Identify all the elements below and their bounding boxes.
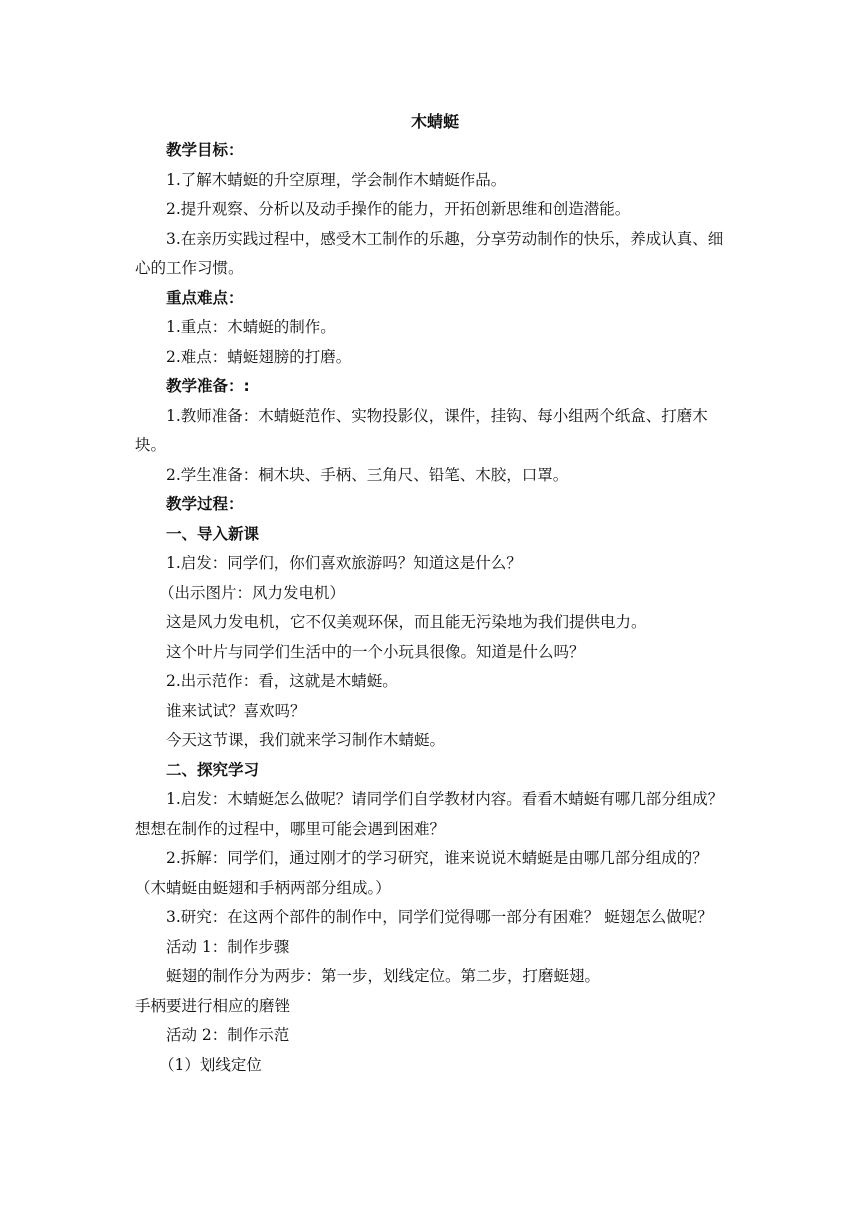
part2-paragraph-5: 蜓翅的制作分为两步：第一步，划线定位。第二步，打磨蜓翅。 xyxy=(166,967,601,985)
part1-paragraph-5: 2.出示范作：看，这就是木蜻蜓。 xyxy=(166,672,398,690)
part2-paragraph-7: 活动 2：制作示范 xyxy=(166,1026,290,1044)
document-body xyxy=(135,108,735,1080)
preparation-teacher: 1.教师准备：木蜻蜓范作、实物投影仪，课件，挂钩、每小组两个纸盒、打磨木块。 xyxy=(135,406,708,454)
part2-heading: 二、探究学习 xyxy=(166,760,260,779)
part1-paragraph-7: 今天这节课，我们就来学习制作木蜻蜓。 xyxy=(166,731,446,749)
part1-paragraph-4: 这个叶片与同学们生活中的一个小玩具很像。知道是什么吗？ xyxy=(166,642,585,661)
goal-item-1: 1.了解木蜻蜓的升空原理，学会制作木蜻蜓作品。 xyxy=(166,170,507,189)
preparation-student: 2.学生准备：桐木块、手柄、三角尺、铅笔、木胶，口罩。 xyxy=(166,465,569,484)
part1-paragraph-6: 谁来试试？喜欢吗？ xyxy=(166,701,306,720)
part2-paragraph-4: 活动 1：制作步骤 xyxy=(166,937,290,956)
part2-paragraph-1: 1.启发：木蜻蜓怎么做呢？请同学们自学教材内容。看看木蜻蜓有哪几部分组成？想想在制作的过程中，哪里可能会遇到困难？ xyxy=(135,790,724,838)
key-point-2: 2.难点：蜻蜓翅膀的打磨。 xyxy=(166,347,352,366)
part1-paragraph-1: 1.启发：同学们，你们喜欢旅游吗？知道这是什么？ xyxy=(166,554,522,572)
key-point-1: 1.重点：木蜻蜓的制作。 xyxy=(166,318,336,336)
document-title: 木蜻蜓 xyxy=(410,112,459,131)
part2-paragraph-3: 3.研究：在这两个部件的制作中，同学们觉得哪一部分有困难？ 蜓翅怎么做呢？ xyxy=(166,908,713,926)
part1-paragraph-3: 这是风力发电机，它不仅美观环保，而且能无污染地为我们提供电力。 xyxy=(166,613,647,631)
part2-paragraph-8: （1）划线定位 xyxy=(159,1055,262,1074)
process-heading: 教学过程： xyxy=(166,495,244,513)
goals-heading: 教学目标： xyxy=(166,141,244,159)
goal-item-3: 3.在亲历实践过程中，感受木工制作的乐趣，分享劳动制作的快乐，养成认真、细心的工作习惯。 xyxy=(135,229,724,277)
part1-paragraph-2: （出示图片：风力发电机） xyxy=(159,583,346,602)
part2-paragraph-6: 手柄要进行相应的磨锉 xyxy=(135,996,291,1015)
preparation-heading: 教学准备：: xyxy=(166,377,250,395)
key-points-heading: 重点难点： xyxy=(166,288,244,307)
goal-item-2: 2.提升观察、分析以及动手操作的能力，开拓创新思维和创造潜能。 xyxy=(166,200,631,218)
part1-heading: 一、导入新课 xyxy=(166,524,260,543)
part2-paragraph-2: 2.拆解：同学们，通过刚才的学习研究，谁来说说木蜻蜓是由哪几部分组成的？（木蜻蜓由蜓翅和手柄两部分组成。） xyxy=(135,849,708,897)
